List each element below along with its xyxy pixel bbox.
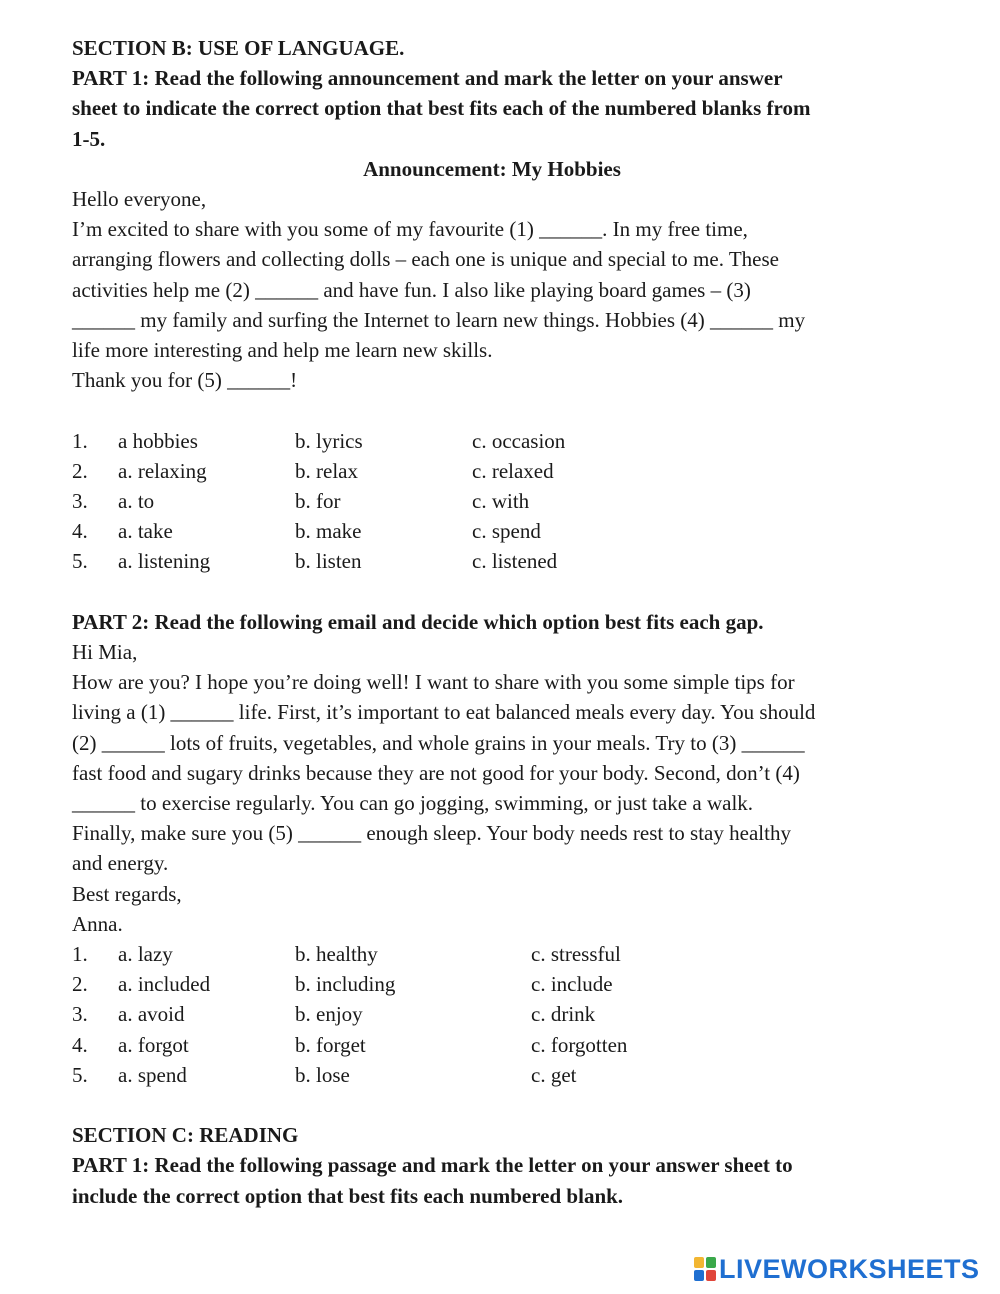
liveworksheets-logo[interactable] [694, 1254, 980, 1284]
logo-text: LIVEWORKSHEETS [719, 1253, 980, 1284]
option-a[interactable]: a. to [118, 489, 155, 513]
email-line: ______ to exercise regularly. You can go jogging, swimming, or just take a walk. [72, 790, 754, 815]
question-row [72, 516, 912, 546]
option-c[interactable]: c. listened [472, 549, 558, 574]
question-number: 1. [72, 941, 88, 966]
question-row [72, 939, 912, 969]
question-number: 4. [72, 519, 88, 544]
liveworksheets-logo-icon [694, 1257, 716, 1281]
question-row [72, 486, 912, 516]
logo-square-yellow [694, 1257, 704, 1268]
email-line: fast food and sugary drinks because they are not good for your body. Second, don’t (4) [72, 760, 800, 785]
part1-instruction-line3: 1-5. [72, 126, 106, 151]
option-b[interactable]: b. relax [295, 458, 358, 483]
option-a[interactable]: a. lazy [118, 941, 173, 966]
question-number: 3. [72, 489, 88, 513]
question-number: 2. [72, 972, 88, 997]
option-b[interactable]: b. including [295, 972, 396, 997]
option-a[interactable]: a. spend [118, 1062, 187, 1087]
part1-instruction-line1: PART 1: Read the following announcement and mark the letter on your answer [72, 66, 783, 91]
announcement-line: ______ my family and surfing the Internet to learn new things. Hobbies (4) ______ my [72, 307, 806, 332]
section-c-part1-instruction-line1: PART 1: Read the following passage and mark the letter on your answer sheet to [72, 1153, 793, 1178]
email-line: (2) ______ lots of fruits, vegetables, and whole grains in your meals. Try to (3) ______ [72, 730, 805, 755]
option-a[interactable]: a. relaxing [118, 458, 207, 483]
option-a[interactable]: a. forgot [118, 1032, 189, 1057]
email-line: Best regards, [72, 881, 182, 906]
option-c[interactable]: c. spend [472, 519, 541, 544]
section-c-title: SECTION C: READING [72, 1123, 299, 1148]
option-c[interactable]: c. occasion [472, 428, 566, 453]
option-c[interactable]: c. relaxed [472, 458, 554, 483]
question-number: 3. [72, 1002, 88, 1027]
email-line: Hi Mia, [72, 639, 138, 664]
question-row [72, 1060, 912, 1090]
announcement-line: Hello everyone, [72, 187, 207, 212]
email-line: and energy. [72, 851, 169, 876]
section-b-title: SECTION B: USE OF LANGUAGE. [72, 36, 405, 60]
email-line: Finally, make sure you (5) ______ enough sleep. Your body needs rest to stay healthy [72, 821, 791, 846]
announcement-heading: Announcement: My Hobbies [363, 156, 621, 181]
part1-instruction-line2: sheet to indicate the correct option that best fits each of the numbered blanks from [72, 96, 811, 121]
question-row [72, 999, 912, 1029]
logo-square-red [706, 1270, 716, 1281]
email-line: Anna. [72, 911, 123, 936]
announcement-line: I’m excited to share with you some of my favourite (1) ______. In my free time, [72, 217, 748, 242]
option-a[interactable]: a. listening [118, 549, 211, 574]
question-row [72, 969, 912, 999]
section-c-part1-instruction-line2: include the correct option that best fits each numbered blank. [72, 1183, 624, 1208]
part1-question-list [72, 426, 912, 577]
option-a[interactable]: a hobbies [118, 428, 198, 453]
question-row [72, 1030, 912, 1060]
announcement-line: life more interesting and help me learn new skills. [72, 338, 493, 363]
option-a[interactable]: a. take [118, 519, 173, 544]
logo-square-blue [694, 1270, 704, 1281]
part2-question-list [72, 939, 912, 1090]
option-c[interactable]: c. get [531, 1062, 577, 1087]
option-a[interactable]: a. included [118, 972, 211, 997]
option-c[interactable]: c. drink [531, 1002, 596, 1027]
email-text [72, 637, 912, 939]
option-b[interactable]: b. lyrics [295, 428, 363, 453]
option-b[interactable]: b. enjoy [295, 1002, 363, 1027]
announcement-line: arranging flowers and collecting dolls – each one is unique and special to me. These [72, 247, 779, 272]
option-b[interactable]: b. listen [295, 549, 362, 574]
email-line: living a (1) ______ life. First, it’s important to eat balanced meals every day. You should [72, 700, 816, 725]
question-number: 4. [72, 1032, 88, 1057]
announcement-line: Thank you for (5) ______! [72, 368, 298, 393]
question-row [72, 426, 912, 456]
question-number: 5. [72, 1062, 88, 1087]
option-b[interactable]: b. forget [295, 1032, 366, 1057]
worksheet-page [72, 33, 912, 1211]
email-line: How are you? I hope you’re doing well! I want to share with you some simple tips for [72, 670, 795, 695]
option-b[interactable]: b. for [295, 489, 341, 513]
announcement-text [72, 184, 912, 395]
option-c[interactable]: c. with [472, 489, 530, 513]
part2-instruction: PART 2: Read the following email and decide which option best fits each gap. [72, 609, 764, 634]
logo-square-green [706, 1257, 716, 1268]
option-c[interactable]: c. include [531, 972, 613, 997]
question-number: 5. [72, 549, 88, 574]
question-row [72, 546, 912, 576]
option-b[interactable]: b. make [295, 519, 362, 544]
option-b[interactable]: b. lose [295, 1062, 350, 1087]
option-c[interactable]: c. stressful [531, 941, 621, 966]
option-a[interactable]: a. avoid [118, 1002, 185, 1027]
question-number: 1. [72, 428, 88, 453]
option-c[interactable]: c. forgotten [531, 1032, 628, 1057]
question-row [72, 456, 912, 486]
question-number: 2. [72, 458, 88, 483]
option-b[interactable]: b. healthy [295, 941, 378, 966]
announcement-line: activities help me (2) ______ and have fun. I also like playing board games – (3) [72, 277, 751, 302]
